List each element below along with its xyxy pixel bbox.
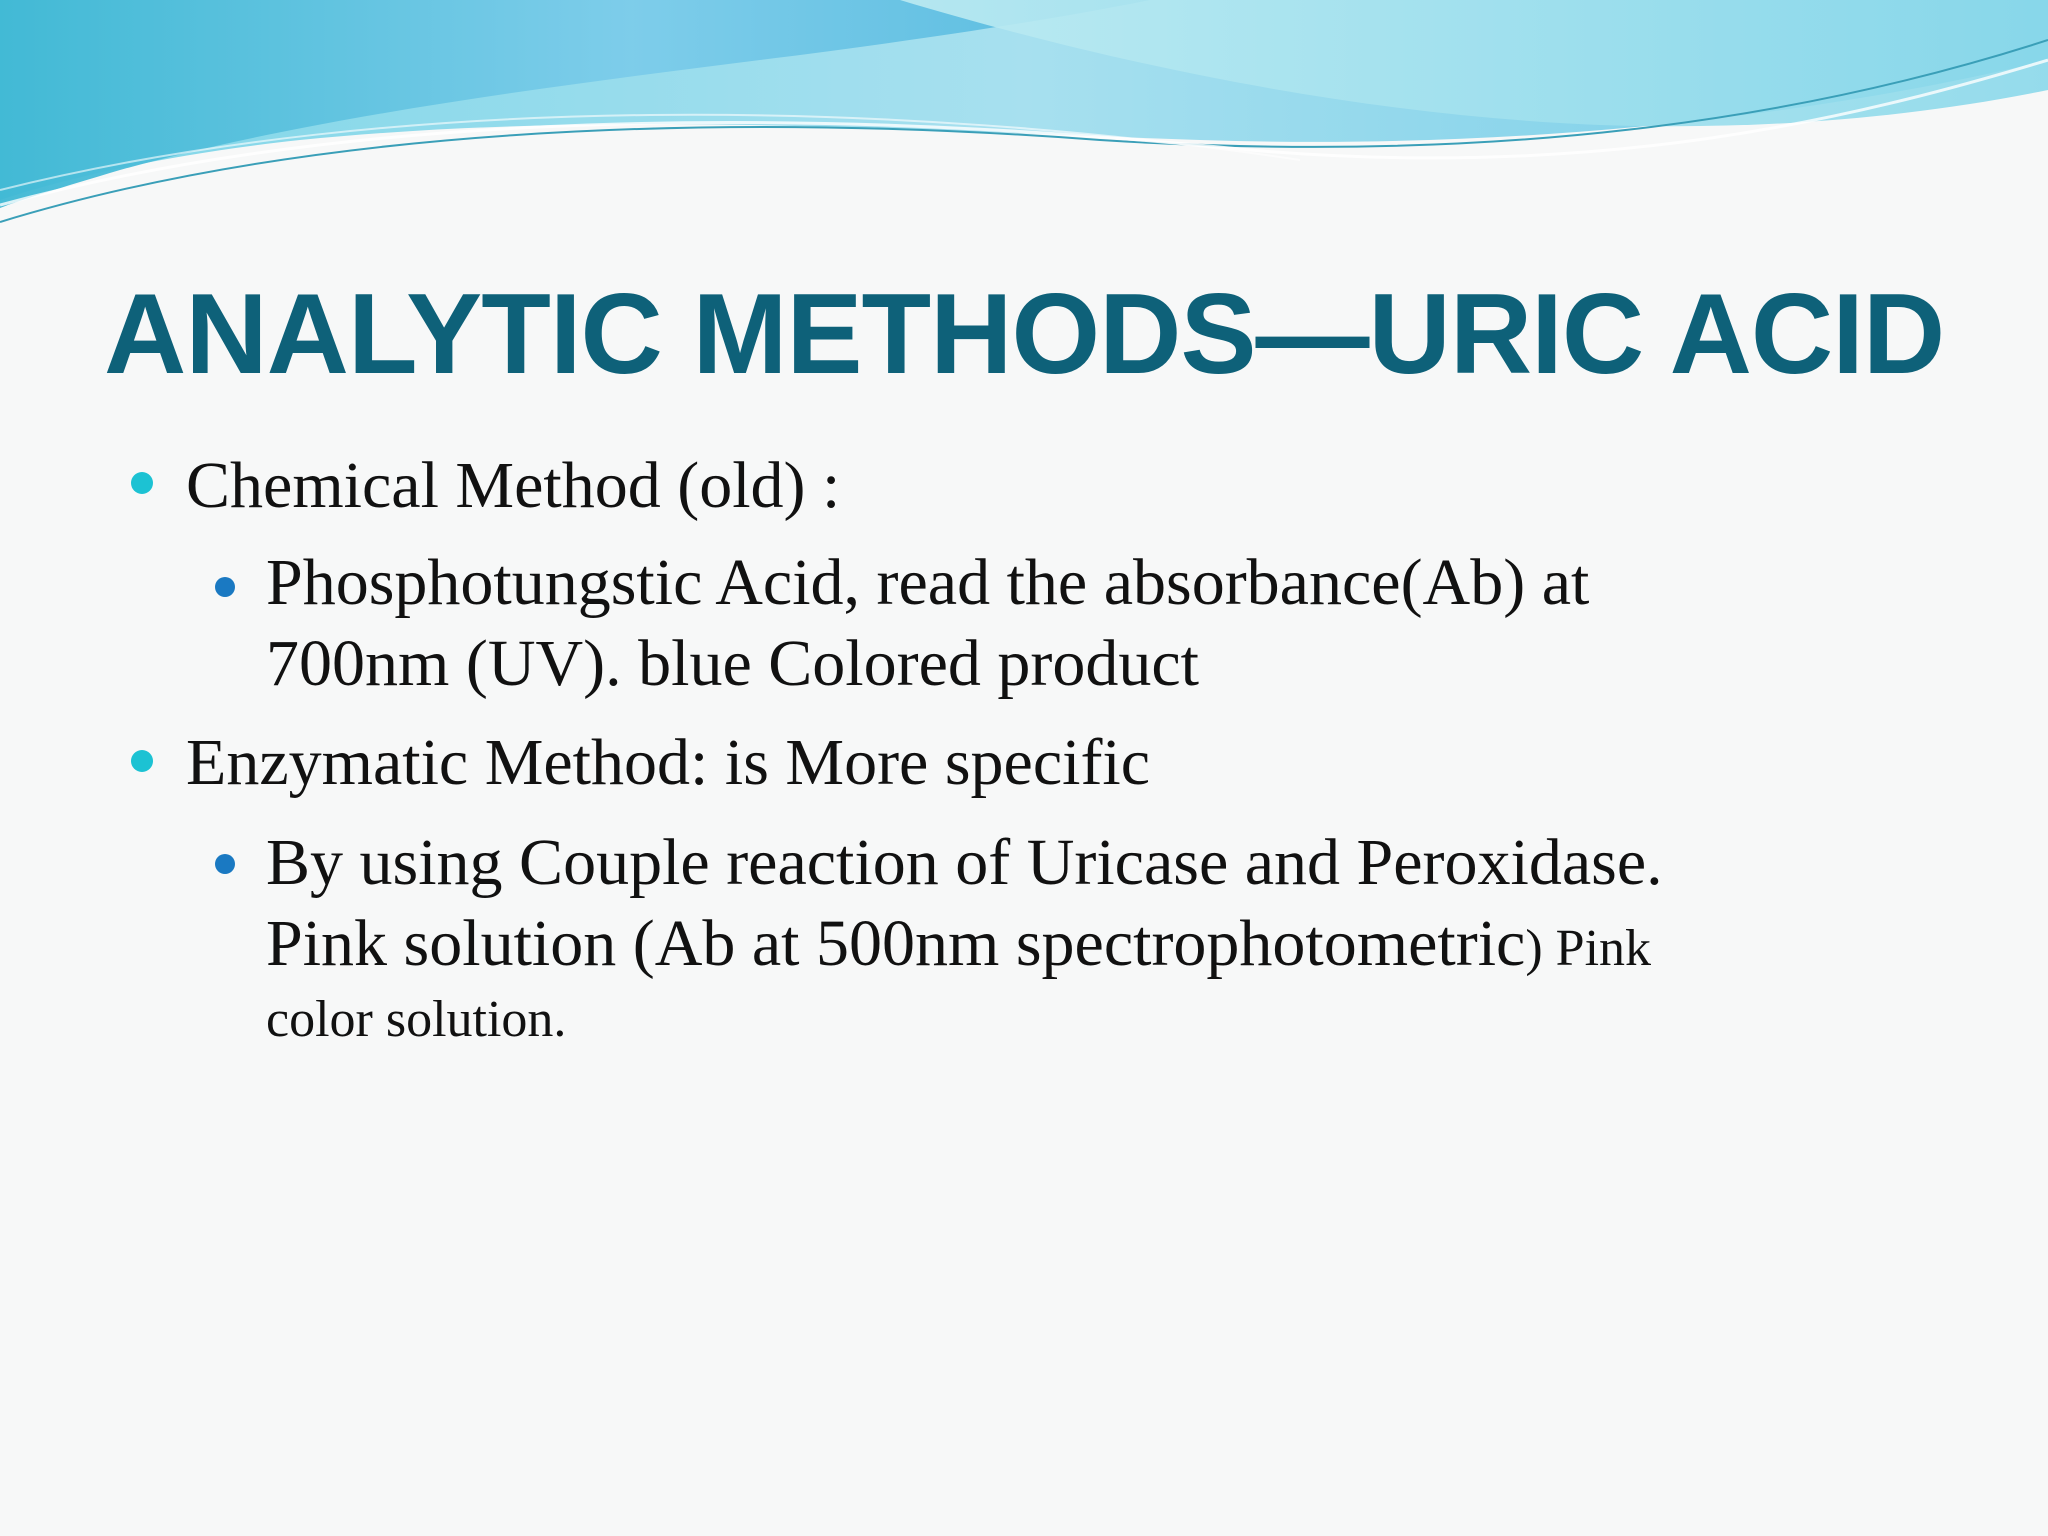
- bullet-item-enzymatic-method: Enzymatic Method: is More specific: [186, 726, 1151, 799]
- pink-suffix-text: ) Pink: [1525, 920, 1652, 977]
- sub-bullet-phosphotungstic-line1: Phosphotungstic Acid, read the absorbance(Ab) at: [266, 546, 1590, 619]
- bullet-dot: [131, 750, 153, 772]
- sub-bullet-couple-reaction-line1: By using Couple reaction of Uricase and Peroxidase.: [266, 826, 1663, 899]
- bullet-item-chemical-method: Chemical Method (old) :: [186, 449, 841, 522]
- slide-title: ANALYTIC METHODS—URIC ACID: [104, 271, 1945, 398]
- bullet-dot: [131, 472, 153, 494]
- sub-bullet-couple-reaction-line2: [266, 904, 1651, 989]
- pink-solution-text: Pink solution (Ab at 500nm spectrophotometric: [266, 907, 1526, 980]
- sub-bullet-couple-reaction-line3: color solution.: [266, 991, 567, 1048]
- sub-bullet-dot: [215, 854, 235, 874]
- sub-bullet-dot: [215, 577, 235, 597]
- sub-bullet-phosphotungstic-line2: 700nm (UV). blue Colored product: [266, 627, 1199, 700]
